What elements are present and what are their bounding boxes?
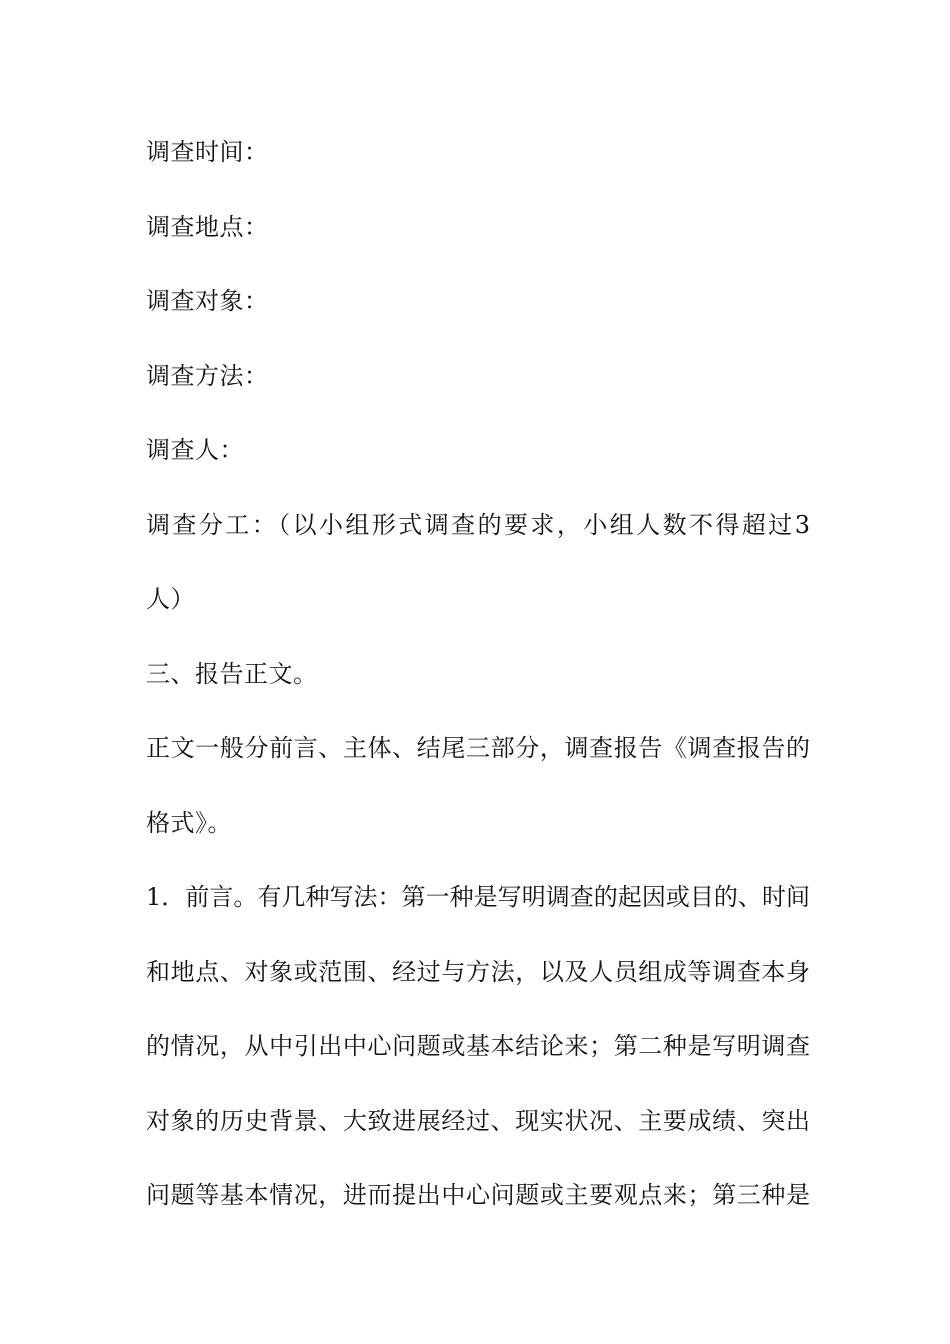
field-survey-method: 调查方法： (146, 362, 269, 390)
paragraph-line: 对象的历史背景、大致进展经过、现实状况、主要成绩、突出 (146, 1107, 810, 1135)
paragraph-line: 1．前言。有几种写法：第一种是写明调查的起因或目的、时间 (146, 883, 810, 911)
field-survey-subject: 调查对象： (146, 287, 269, 315)
field-survey-location: 调查地点： (146, 213, 269, 241)
paragraph-line: 人） (146, 585, 195, 613)
field-survey-time: 调查时间： (146, 138, 269, 166)
paragraph-line: 和地点、对象或范围、经过与方法，以及人员组成等调查本身 (146, 958, 810, 986)
field-surveyor: 调查人： (146, 436, 244, 464)
paragraph-line: 格式》。 (146, 809, 232, 837)
section-heading: 三、报告正文。 (146, 660, 318, 688)
field-division-of-work: 调查分工：（以小组形式调查的要求，小组人数不得超过3 (146, 511, 810, 539)
paragraph-line: 的情况，从中引出中心问题或基本结论来；第二种是写明调查 (146, 1032, 810, 1060)
paragraph-line: 问题等基本情况，进而提出中心问题或主要观点来；第三种是 (146, 1181, 810, 1209)
paragraph-line: 正文一般分前言、主体、结尾三部分，调查报告《调查报告的 (146, 734, 810, 762)
